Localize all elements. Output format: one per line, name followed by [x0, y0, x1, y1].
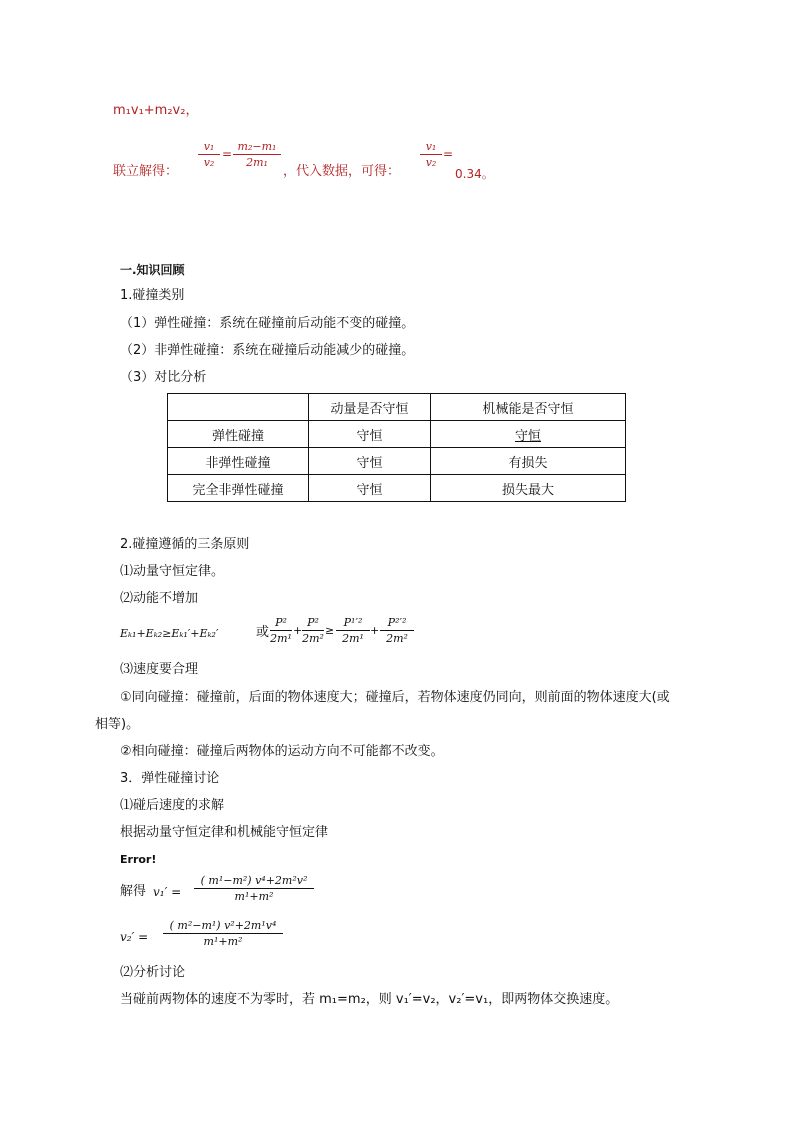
table-cell: 损失最大: [431, 475, 626, 502]
s3-point-3: ⑵分析讨论: [120, 965, 186, 980]
fraction-numerator: P²: [275, 616, 287, 629]
table-cell: 守恒: [309, 448, 431, 475]
velocity-ratio-fraction-2: [420, 140, 442, 169]
fraction-denominator: 2m¹: [270, 632, 292, 645]
equals-sign-2: =: [443, 147, 454, 161]
geq-sign: ≥: [325, 624, 335, 637]
fraction-denominator: m¹+m²: [234, 890, 274, 903]
table-header-cell: 动量是否守恒: [309, 394, 431, 421]
table-cell: 守恒: [431, 421, 626, 448]
fraction-denominator: 2m¹: [342, 632, 364, 645]
s2-principle-1: ⑴动量守恒定律。: [120, 564, 225, 579]
error-text: Error!: [120, 853, 157, 866]
ratio-result: 0.34。: [455, 167, 494, 181]
fraction-numerator: P²′²: [387, 616, 407, 629]
v1-lhs: v₁′ =: [153, 885, 182, 899]
table-row: [168, 448, 626, 475]
s3-point-2: 根据动量守恒定律和机械能守恒定律: [120, 825, 329, 840]
s2-principle-3: ⑶速度要合理: [120, 662, 199, 677]
s2-principle-2: ⑵动能不增加: [120, 591, 199, 606]
fraction-numerator: P¹′²: [343, 616, 363, 629]
momentum-fraction-4: [380, 616, 414, 645]
fraction-numerator: m₂−m₁: [237, 140, 277, 153]
table-cell: 守恒: [309, 475, 431, 502]
s3-point-1: ⑴碰后速度的求解: [120, 798, 225, 813]
table-row: [168, 475, 626, 502]
fraction-denominator: 2m₁: [246, 156, 268, 169]
fraction-denominator: v₂: [425, 156, 437, 169]
comparison-table: [167, 393, 626, 502]
table-header-row: [168, 394, 626, 421]
s2-case-2: ②相向碰撞：碰撞后两物体的运动方向不可能都不改变。: [120, 744, 444, 759]
momentum-fraction-3: [336, 616, 370, 645]
fraction-numerator: ( m¹−m²) v⁴+2m²v²: [200, 874, 308, 887]
s1-item2: （2）非弹性碰撞：系统在碰撞后动能减少的碰撞。: [120, 343, 415, 358]
table-row: [168, 421, 626, 448]
substitute-text: ，代入数据，可得：: [283, 164, 401, 179]
equals-sign: =: [222, 147, 233, 161]
fraction-numerator: ( m²−m¹) v²+2m¹v⁴: [169, 919, 277, 932]
plus-sign-2: +: [370, 624, 380, 637]
fraction-denominator: m¹+m²: [203, 935, 243, 948]
fraction-numerator: v₁: [203, 140, 215, 153]
table-header-cell: [168, 394, 309, 421]
kinetic-energy-inequality: Eₖ₁+Eₖ₂≥Eₖ₁′+Eₖ₂′: [120, 627, 219, 640]
v2-lhs: v₂′ =: [120, 930, 149, 944]
momentum-fraction-2: [302, 616, 324, 645]
table-cell: 有损失: [431, 448, 626, 475]
plus-sign: +: [293, 624, 303, 637]
s2-case-1-line-2: 相等)。: [95, 717, 140, 732]
momentum-fraction-1: [270, 616, 292, 645]
fraction-numerator: P²: [307, 616, 319, 629]
solve-label-2: 解得: [120, 884, 147, 899]
v1-fraction: [194, 874, 314, 903]
s2-case-1-line-1: ①同向碰撞：碰撞前，后面的物体速度大；碰撞后，若物体速度仍同向，则前面的物体速度大(或: [120, 690, 670, 705]
momentum-equation: m₁v₁+m₂v₂，: [113, 103, 199, 118]
s1-item3: （3）对比分析: [120, 370, 207, 385]
s1-title: 1.碰撞类别: [120, 288, 185, 303]
solve-label: 联立解得：: [113, 164, 179, 179]
table-cell: 弹性碰撞: [168, 421, 309, 448]
table-header-cell: 机械能是否守恒: [431, 394, 626, 421]
s2-title: 2.碰撞遵循的三条原则: [120, 537, 250, 552]
fraction-denominator: 2m²: [386, 632, 408, 645]
s1-item1: （1）弹性碰撞：系统在碰撞前后动能不变的碰撞。: [120, 316, 415, 331]
or-text: 或: [256, 625, 270, 640]
table-cell: 完全非弹性碰撞: [168, 475, 309, 502]
mass-ratio-fraction: [233, 140, 281, 169]
v2-fraction: [163, 919, 283, 948]
table-cell: 守恒: [309, 421, 431, 448]
fraction-denominator: 2m²: [302, 632, 324, 645]
fraction-denominator: v₂: [203, 156, 215, 169]
section-title: 一.知识回顾: [120, 263, 185, 277]
s3-conclusion: 当碰前两物体的速度不为零时，若 m₁=m₂，则 v₁′=v₂，v₂′=v₁，即两物体交换速度。: [120, 992, 619, 1007]
s3-title: 3．弹性碰撞讨论: [120, 771, 220, 786]
velocity-ratio-fraction: [198, 140, 220, 169]
fraction-numerator: v₁: [425, 140, 437, 153]
table-cell: 非弹性碰撞: [168, 448, 309, 475]
